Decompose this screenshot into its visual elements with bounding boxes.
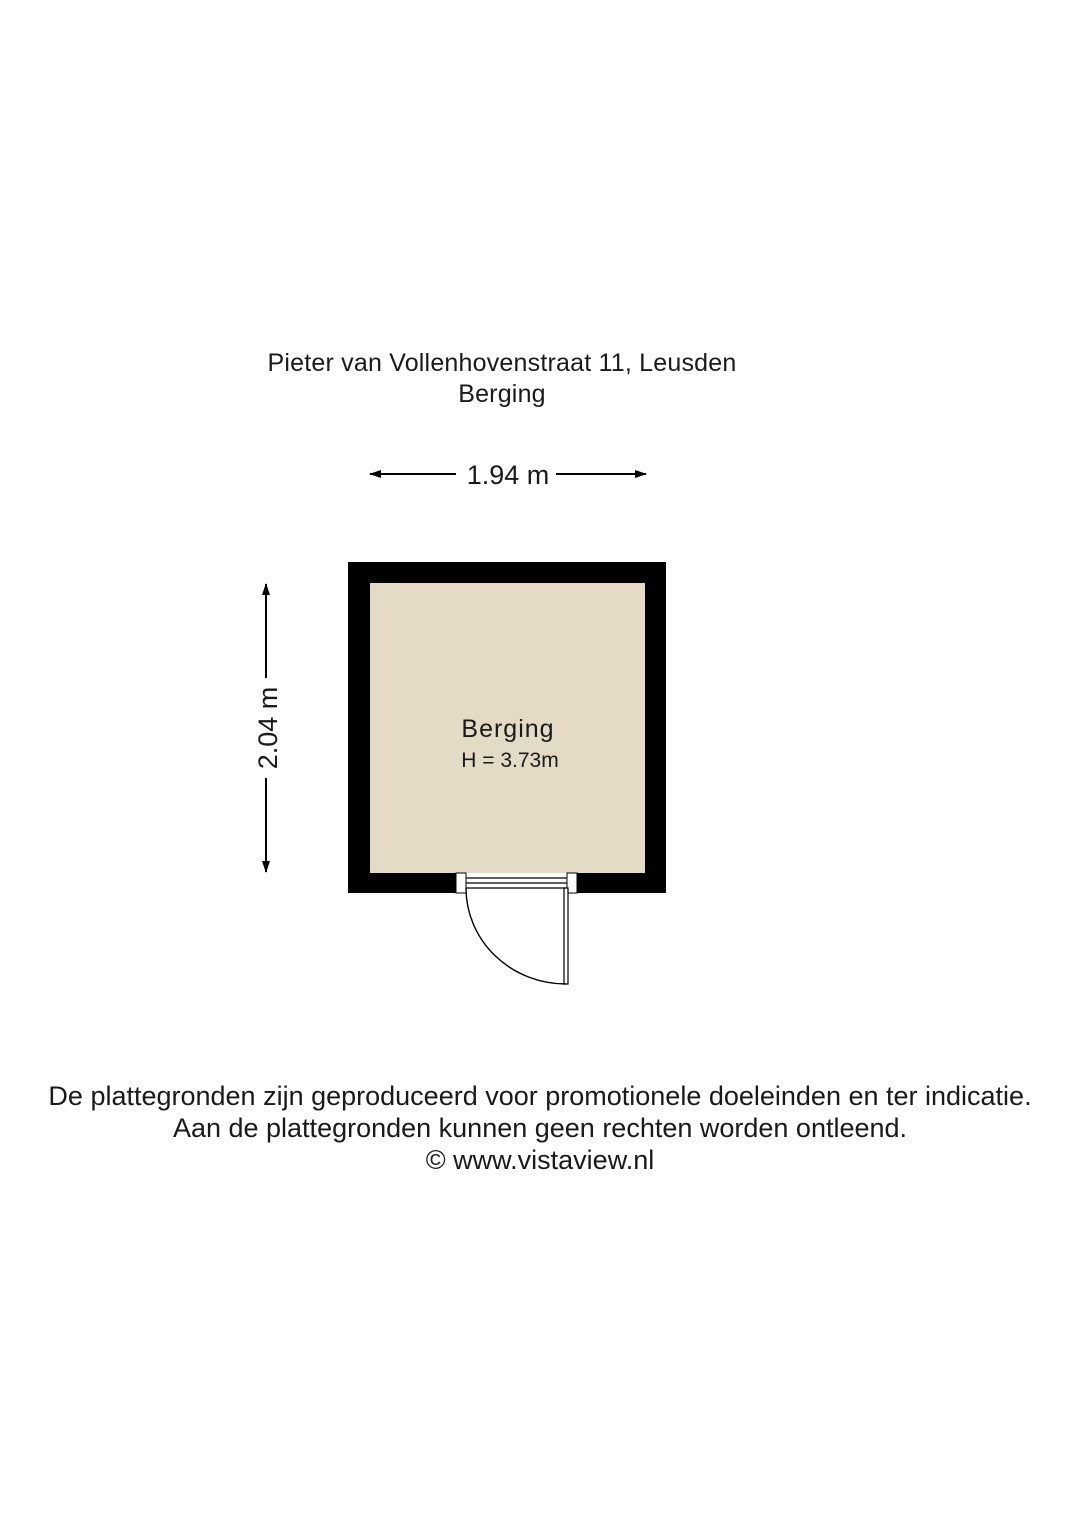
width-label: 1.94 m (466, 460, 550, 490)
disclaimer-line-1: De plattegronden zijn geproduceerd voor promotionele doeleinden en ter indicatie. (48, 1081, 1032, 1111)
depth-dimension (253, 584, 283, 872)
depth-label: 2.04 m (253, 686, 283, 770)
disclaimer-line-2: Aan de plattegronden kunnen geen rechten worden ontleend. (172, 1113, 908, 1143)
room-name-label: Berging (461, 715, 555, 743)
copyright-line: © www.vistaview.nl (425, 1145, 655, 1175)
door-jamb-left (456, 873, 466, 893)
door-swing-arc (466, 888, 566, 984)
width-dimension (370, 460, 646, 490)
disclaimer-footer (0, 1080, 1080, 1176)
address-title: Pieter van Vollenhovenstraat 11, Leusden (267, 349, 737, 377)
room-height-label: H = 3.73m (461, 749, 559, 772)
floor-title: Berging (458, 380, 546, 408)
room-berging (348, 562, 666, 984)
door-leaf (564, 888, 568, 984)
